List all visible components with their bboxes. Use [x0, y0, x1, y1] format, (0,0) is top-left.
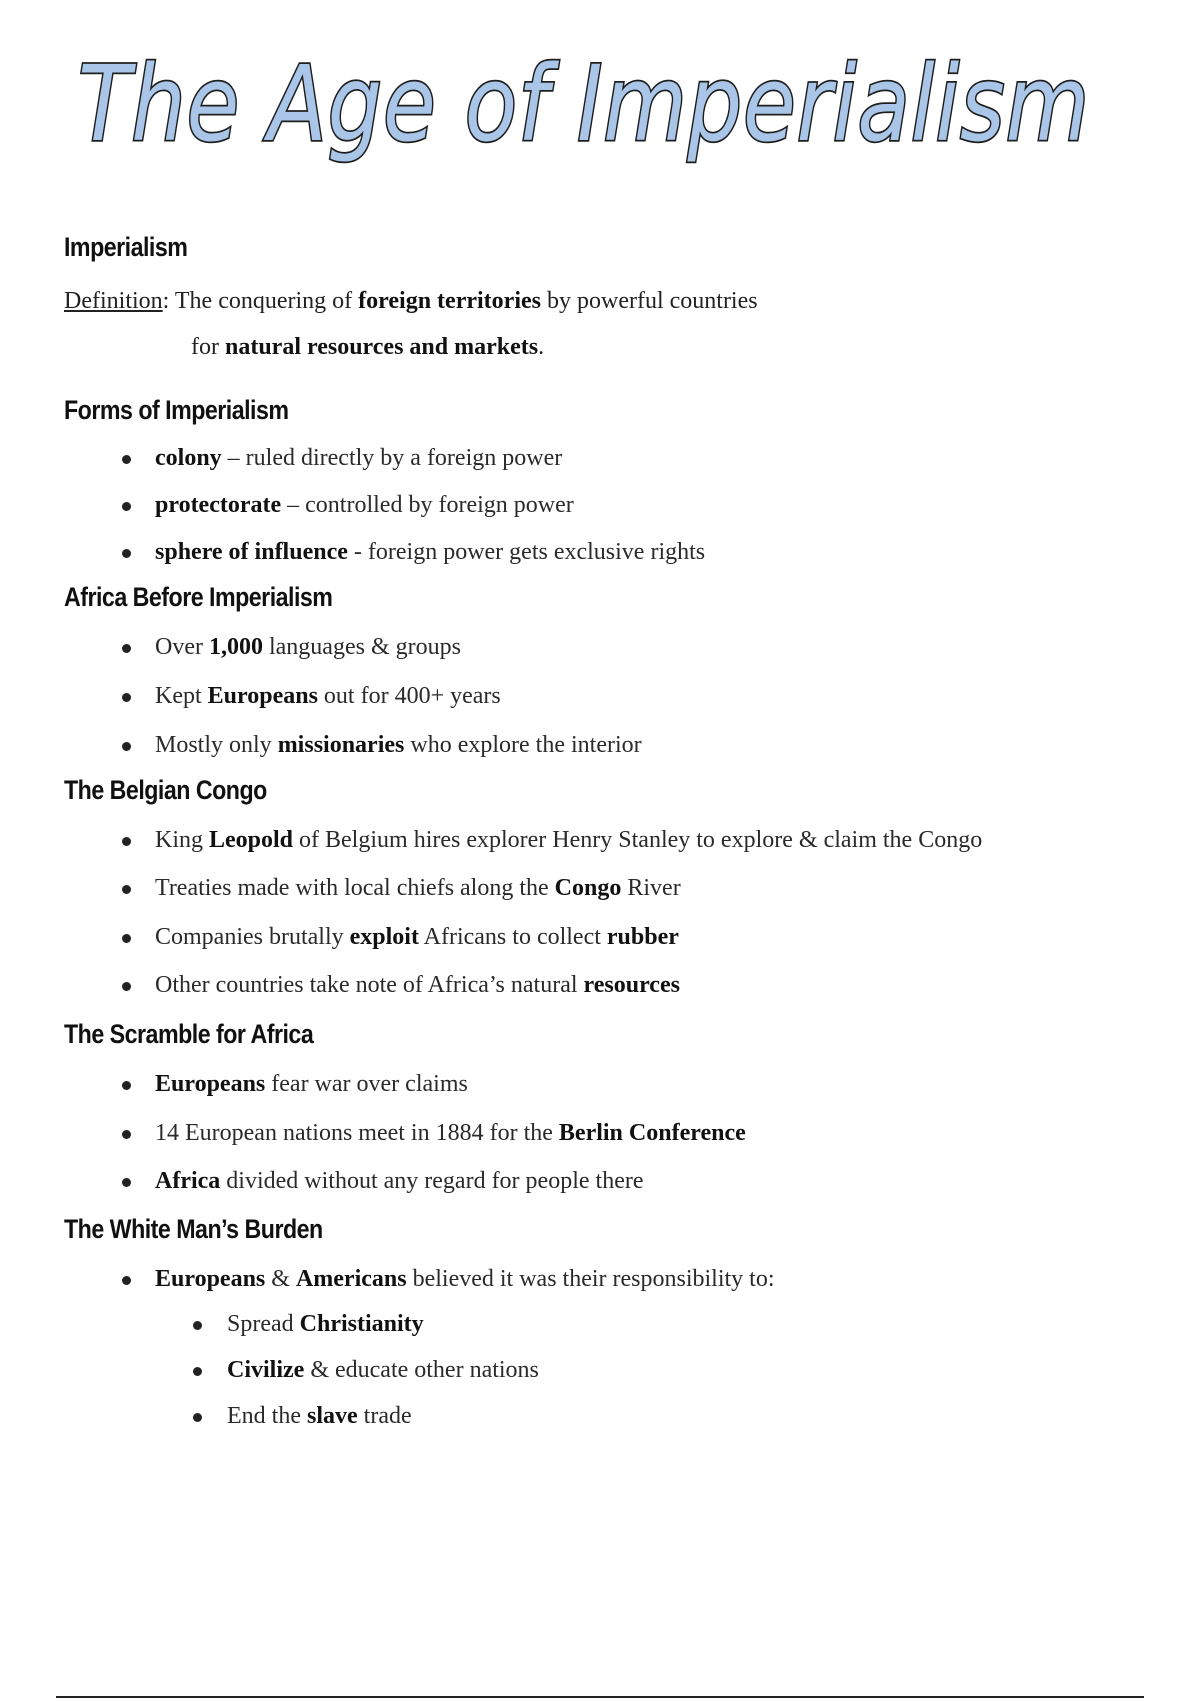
heading-forms: Forms of Imperialism — [64, 395, 289, 425]
notes-content — [64, 232, 1144, 1430]
forms-list — [64, 444, 1144, 566]
burden-sublist — [64, 1310, 1144, 1430]
list-item: Kept Europeans out for 400+ years — [64, 682, 1144, 710]
list-item: Treaties made with local chiefs along the Congo River — [64, 874, 1144, 902]
list-item: End the slave trade — [64, 1402, 1144, 1430]
definition-label: Definition — [64, 288, 163, 314]
scramble-list — [64, 1070, 1144, 1195]
list-item: protectorate – controlled by foreign power — [64, 491, 1144, 519]
heading-scramble: The Scramble for Africa — [64, 1019, 314, 1049]
page-title: The Age of Imperialism — [78, 43, 1090, 165]
title-banner — [0, 30, 1200, 215]
heading-white-mans-burden: The White Man’s Burden — [64, 1214, 323, 1244]
africa-before-list — [64, 633, 1144, 759]
list-item: Over 1,000 languages & groups — [64, 633, 1144, 661]
list-item: Other countries take note of Africa’s natural resources — [64, 971, 1144, 999]
list-item: Civilize & educate other nations — [64, 1356, 1144, 1384]
definition-line: Definition: The conquering of foreign territories by powerful countries — [64, 288, 758, 314]
list-item: Mostly only missionaries who explore the interior — [64, 731, 1144, 759]
list-item: sphere of influence - foreign power gets exclusive rights — [64, 538, 1144, 566]
title-graphic — [0, 30, 1200, 215]
list-item: Africa divided without any regard for people there — [64, 1167, 1144, 1195]
list-item: Companies brutally exploit Africans to collect rubber — [64, 923, 1144, 951]
definition-line-2: for natural resources and markets. — [191, 334, 545, 360]
list-item: King Leopold of Belgium hires explorer Henry Stanley to explore & claim the Congo — [64, 826, 1144, 854]
burden-list — [64, 1265, 1144, 1293]
list-item: 14 European nations meet in 1884 for the Berlin Conference — [64, 1119, 1144, 1147]
list-item: Europeans & Americans believed it was their responsibility to: — [64, 1265, 1144, 1293]
list-item: Europeans fear war over claims — [64, 1070, 1144, 1098]
belgian-congo-list — [64, 826, 1144, 999]
list-item: Spread Christianity — [64, 1310, 1144, 1338]
heading-imperialism: Imperialism — [64, 232, 188, 262]
bottom-divider — [56, 1696, 1144, 1698]
heading-belgian-congo: The Belgian Congo — [64, 775, 267, 805]
list-item: colony – ruled directly by a foreign power — [64, 444, 1144, 472]
heading-africa-before: Africa Before Imperialism — [64, 582, 333, 612]
